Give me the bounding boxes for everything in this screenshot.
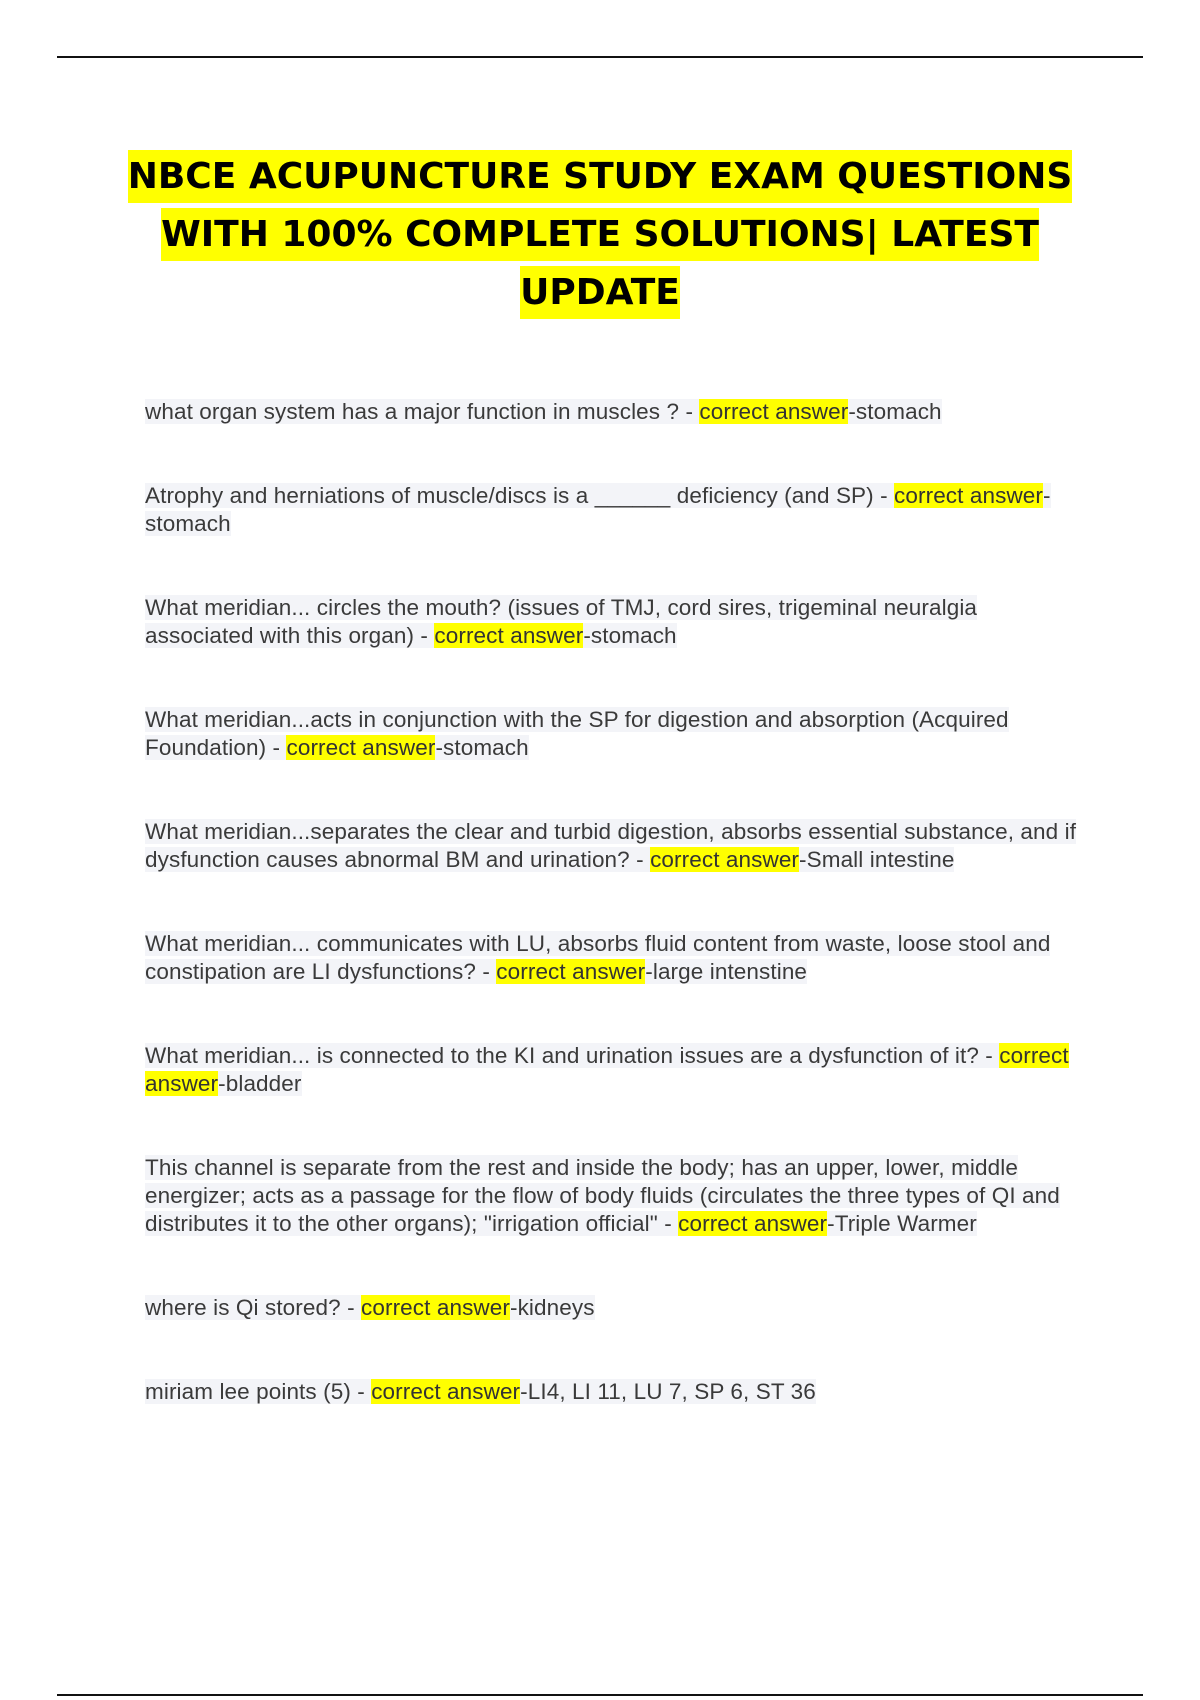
answer-text: -stomach — [583, 623, 677, 648]
question-text: What meridian... communicates with LU, absorbs fluid content from waste, loose stool and constipation are LI dysfunctions? - — [145, 931, 1051, 984]
correct-answer-label: correct answer — [496, 959, 646, 984]
question-text: miriam lee points (5) - — [145, 1379, 372, 1404]
correct-answer-label: correct answer — [145, 1043, 1069, 1096]
correct-answer-label: correct answer — [699, 399, 849, 424]
qa-item — [145, 818, 1085, 874]
correct-answer-label: correct answer — [678, 1211, 828, 1236]
qa-item — [145, 1294, 1085, 1322]
document-title-text: NBCE ACUPUNCTURE STUDY EXAM QUESTIONS WITH 100% COMPLETE SOLUTIONS| LATEST UPDATE — [128, 150, 1073, 319]
question-text: Atrophy and herniations of muscle/discs is a ______ deficiency (and SP) - — [145, 483, 895, 508]
answer-text: -stomach — [848, 399, 942, 424]
qa-item — [145, 1042, 1085, 1098]
question-text: What meridian...acts in conjunction with the SP for digestion and absorption (Acquired Foundation) - — [145, 707, 1009, 760]
bottom-rule — [57, 1694, 1143, 1696]
qa-item — [145, 1378, 1085, 1406]
correct-answer-label: correct answer — [894, 483, 1043, 508]
answer-text: -LI4, LI 11, LU 7, SP 6, ST 36 — [520, 1379, 816, 1404]
question-text: What meridian... circles the mouth? (issues of TMJ, cord sires, trigeminal neuralgia associated with this organ) - — [145, 595, 978, 648]
document-title — [100, 148, 1100, 322]
question-text: what organ system has a major function in muscles ? - — [145, 399, 700, 424]
qa-item — [145, 1154, 1085, 1238]
correct-answer-label: correct answer — [286, 735, 436, 760]
qa-item — [145, 482, 1085, 538]
correct-answer-label: correct answer — [434, 623, 584, 648]
answer-text: -Triple Warmer — [827, 1211, 977, 1236]
correct-answer-label: correct answer — [650, 847, 800, 872]
answer-text: -kidneys — [509, 1295, 595, 1320]
correct-answer-label: correct answer — [361, 1295, 510, 1320]
question-text: where is Qi stored? - — [145, 1295, 362, 1320]
answer-text: -stomach — [145, 483, 1051, 536]
correct-answer-label: correct answer — [371, 1379, 521, 1404]
question-text: What meridian...separates the clear and turbid digestion, absorbs essential substance, and if dysfunction causes abnormal BM and urination? - — [145, 819, 1077, 872]
answer-text: -bladder — [218, 1071, 302, 1096]
answer-text: -large intenstine — [645, 959, 808, 984]
answer-text: -Small intestine — [799, 847, 955, 872]
qa-item — [145, 398, 1085, 426]
qa-list — [145, 398, 1085, 1462]
qa-item — [145, 706, 1085, 762]
top-rule — [57, 56, 1143, 58]
question-text: This channel is separate from the rest and inside the body; has an upper, lower, middle energizer; acts as a passage for the flow of body fluids (circulates the three types of QI and distributes it to the other organs); "irrigation official" - — [145, 1155, 1060, 1236]
answer-text: -stomach — [435, 735, 529, 760]
question-text: What meridian... is connected to the KI and urination issues are a dysfunction of it? - — [145, 1043, 1000, 1068]
qa-item — [145, 594, 1085, 650]
qa-item — [145, 930, 1085, 986]
